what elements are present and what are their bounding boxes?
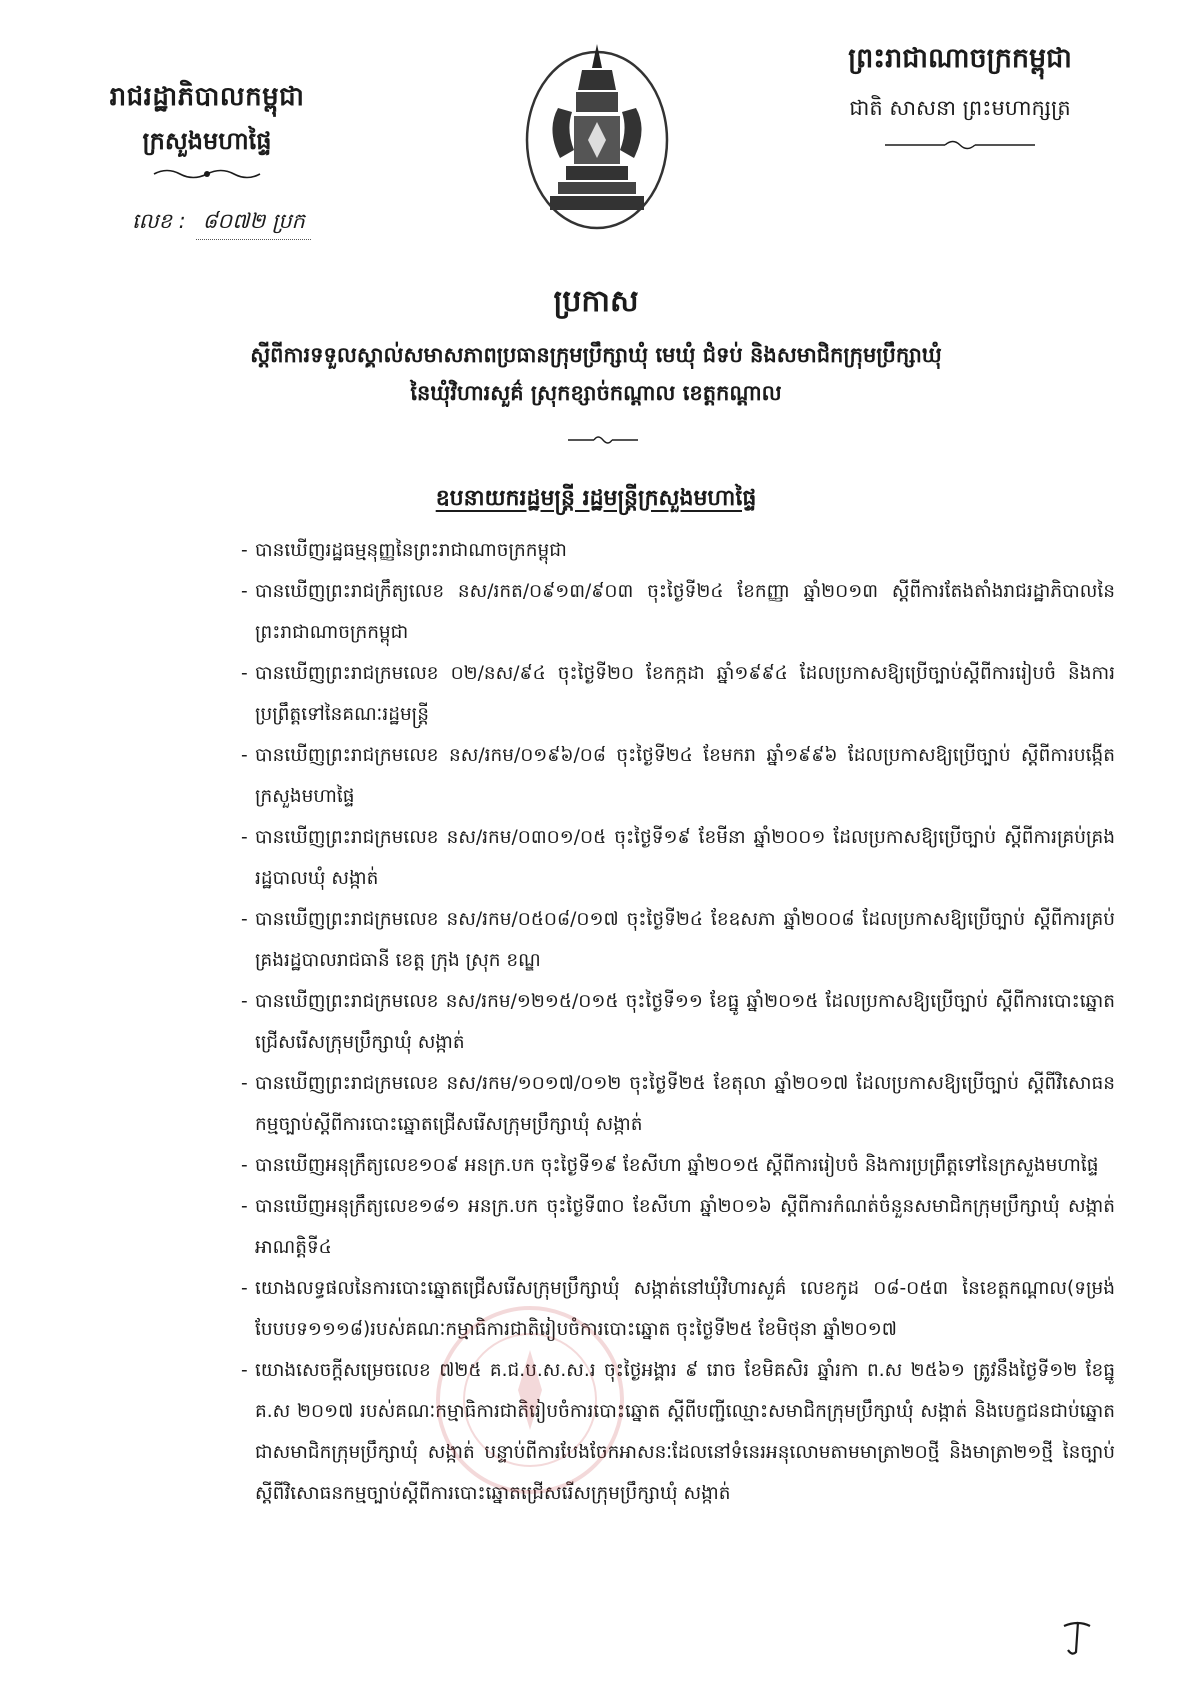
reference-line: [132, 208, 311, 240]
ornamental-divider-icon: [152, 167, 262, 181]
recital-item: - បានឃើញអនុក្រឹត្យលេខ១៨១ អនក្រ.បក ចុះថ្ងៃទី៣០ ខែសីហា ឆ្នាំ២០១៦ ស្តីពីការកំណត់ចំនួនសមាជិកក្រុមប្រឹក្សាឃុំ សង្កាត់អាណត្តិទី៤: [255, 1186, 1115, 1268]
ornamental-divider-icon: [885, 138, 1035, 152]
national-motto: ជាតិ សាសនា ព្រះមហាក្សត្រ: [849, 96, 1071, 120]
recital-item: - បានឃើញព្រះរាជក្រមលេខ ០២/នស/៩៤ ចុះថ្ងៃទី២០ ខែកក្កដា ឆ្នាំ១៩៩៤ ដែលប្រកាសឱ្យប្រើច្បាប់ស្តីពីការរៀបចំ និងការប្រព្រឹត្តទៅនៃគណៈរដ្ឋមន្ត្រី: [255, 653, 1115, 735]
royal-arms-emblem-icon: [516, 30, 678, 230]
subject-line-2: នៃឃុំវិហារសួគ៌ ស្រុកខ្សាច់កណ្តាល ខេត្តកណ្តាល: [410, 381, 782, 405]
handwritten-initial-icon: [1060, 1618, 1096, 1658]
recital-item: - បានឃើញព្រះរាជក្រឹត្យលេខ នស/រកត/០៩១៣/៩០៣ ចុះថ្ងៃទី២៤ ខែកញ្ញា ឆ្នាំ២០១៣ ស្តីពីការតែងតាំងរាជរដ្ឋាភិបាលនៃព្រះរាជាណាចក្រកម្ពុជា: [255, 571, 1115, 653]
recital-item: - យោងសេចក្តីសម្រេចលេខ ៧២៥ គ.ជ.ប.ស.ស.រ ចុះថ្ងៃអង្គារ ៩ រោច ខែមិគសិរ ឆ្នាំរកា ព.ស ២៥៦១ ត្រូវនឹងថ្ងៃទី១២ ខែធ្នូ គ.ស ២០១៧ របស់គណៈកម្មាធិការជាតិរៀបចំការបោះឆ្នោត ស្តីពីបញ្ជីឈ្មោះសមាជិកក្រុមប្រឹក្សាឃុំ សង្កាត់ និងបេក្ខជនជាប់ឆ្នោតជាសមាជិកក្រុមប្រឹក្សាឃុំ សង្កាត់ បន្ទាប់ពីការបែងចែកអាសនៈដែលនៅទំនេរអនុលោមតាមមាត្រា២០ថ្មី និងមាត្រា២១ថ្មី នៃច្បាប់ ស្តីពីវិសោធនកម្មច្បាប់ស្តីពីការបោះឆ្នោតជ្រើសរើសក្រុមប្រឹក្សាឃុំ សង្កាត់: [255, 1350, 1115, 1514]
recital-item: - បានឃើញព្រះរាជក្រមលេខ នស/រកម/០១៩៦/០៨ ចុះថ្ងៃទី២៤ ខែមករា ឆ្នាំ១៩៩៦ ដែលប្រកាសឱ្យប្រើច្បាប់ ស្តីពីការបង្កើតក្រសួងមហាផ្ទៃ: [255, 735, 1115, 817]
official-seal-stamp-icon: [430, 1300, 630, 1500]
subject-line-1: ស្តីពីការទទួលស្គាល់សមាសភាពប្រធានក្រុមប្រឹក្សាឃុំ មេឃុំ ជំទប់ និងសមាជិកក្រុមប្រឹក្សាឃុំ: [250, 343, 942, 367]
recital-item: - បានឃើញព្រះរាជក្រមលេខ នស/រកម/១២១៥/០១៥ ចុះថ្ងៃទី១១ ខែធ្នូ ឆ្នាំ២០១៥ ដែលប្រកាសឱ្យប្រើច្បាប់ ស្តីពីការបោះឆ្នោតជ្រើសរើសក្រុមប្រឹក្សាឃុំ សង្កាត់: [255, 981, 1115, 1063]
kingdom-name: ព្រះរាជាណាចក្រកម្ពុជា: [848, 43, 1072, 74]
header-left: [92, 80, 322, 181]
ornamental-divider-icon: [568, 434, 638, 446]
header-right: [810, 42, 1110, 152]
reference-label: លេខ :: [132, 209, 186, 233]
recitals-list: [255, 530, 1115, 1514]
reference-number: ៨០៧២ ប្រក: [196, 208, 310, 240]
recital-item: - បានឃើញព្រះរាជក្រមលេខ នស/រកម/១០១៧/០១២ ចុះថ្ងៃទី២៥ ខែតុលា ឆ្នាំ២០១៧ ដែលប្រកាសឱ្យប្រើច្បាប់ ស្តីពីវិសោធនកម្មច្បាប់ស្តីពីការបោះឆ្នោតជ្រើសរើសក្រុមប្រឹក្សាឃុំ សង្កាត់: [255, 1063, 1115, 1145]
recital-item: - បានឃើញព្រះរាជក្រមលេខ នស/រកម/០៣០១/០៥ ចុះថ្ងៃទី១៩ ខែមីនា ឆ្នាំ២០០១ ដែលប្រកាសឱ្យប្រើច្បាប់ ស្តីពីការគ្រប់គ្រងរដ្ឋបាលឃុំ សង្កាត់: [255, 817, 1115, 899]
government-name: រាជរដ្ឋាភិបាលកម្ពុជា: [109, 82, 305, 112]
document-type-title: ប្រកាស: [553, 284, 639, 319]
document-subject: [60, 336, 1132, 412]
recital-item: - យោងលទ្ធផលនៃការបោះឆ្នោតជ្រើសរើសក្រុមប្រឹក្សាឃុំ សង្កាត់នៅឃុំវិហារសួគ៌ លេខកូដ ០៨-០៥៣ នៃខេត្តកណ្តាល(ទម្រង់បែបបទ១១១៨)របស់គណៈកម្មាធិការជាតិរៀបចំការបោះឆ្នោត ចុះថ្ងៃទី២៥ ខែមិថុនា ឆ្នាំ២០១៧: [255, 1268, 1115, 1350]
recital-item: - បានឃើញរដ្ឋធម្មនុញ្ញនៃព្រះរាជាណាចក្រកម្ពុជា: [255, 530, 1115, 571]
recital-item: - បានឃើញអនុក្រឹត្យលេខ១០៩ អនក្រ.បក ចុះថ្ងៃទី១៩ ខែសីហា ឆ្នាំ២០១៥ ស្តីពីការរៀបចំ និងការប្រព្រឹត្តទៅនៃក្រសួងមហាផ្ទៃ: [255, 1145, 1115, 1186]
issuer-title: ឧបនាយករដ្ឋមន្ត្រី រដ្ឋមន្ត្រីក្រសួងមហាផ្ទៃ: [435, 486, 757, 511]
ministry-name: ក្រសួងមហាផ្ទៃ: [142, 127, 272, 155]
recital-item: - បានឃើញព្រះរាជក្រមលេខ នស/រកម/០៥០៨/០១៧ ចុះថ្ងៃទី២៤ ខែឧសភា ឆ្នាំ២០០៨ ដែលប្រកាសឱ្យប្រើច្បាប់ ស្តីពីការគ្រប់គ្រងរដ្ឋបាលរាជធានី ខេត្ត ក្រុង ស្រុក ខណ្ឌ: [255, 899, 1115, 981]
